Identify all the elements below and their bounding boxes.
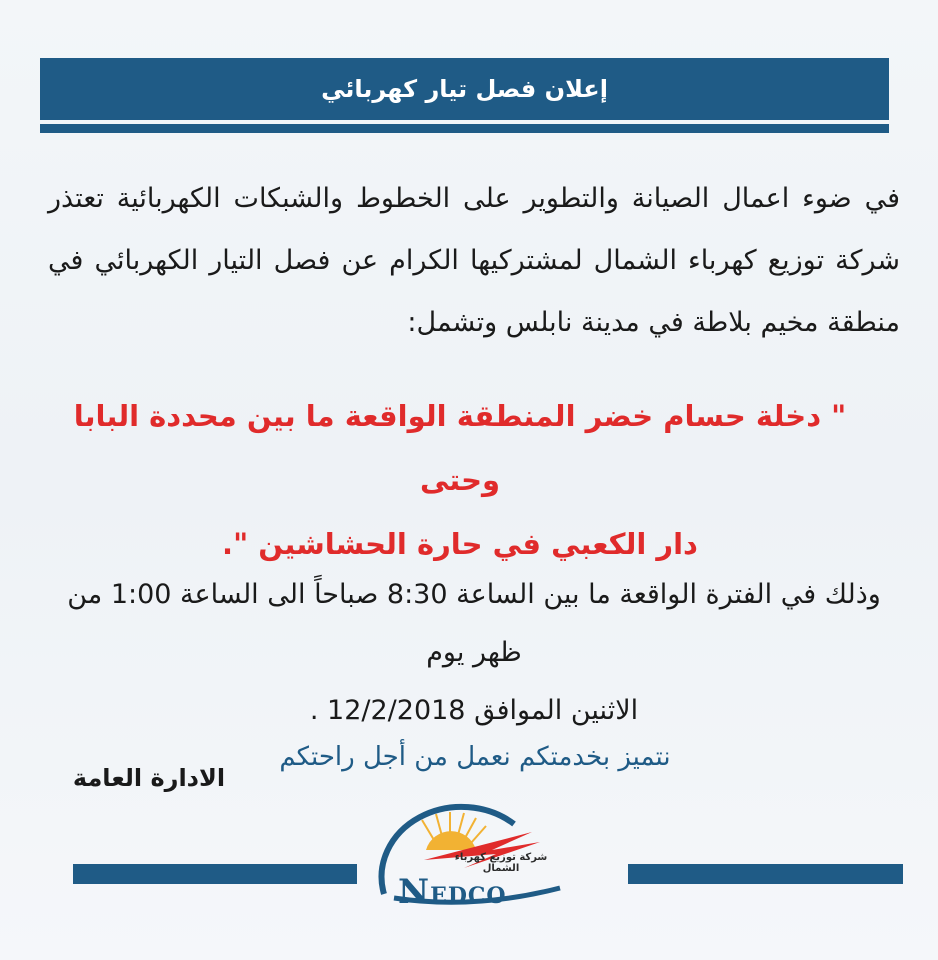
- logo-wordmark: [398, 872, 558, 912]
- affected-area-line-2: دار الكعبي في حارة الحشاشين ".: [222, 527, 698, 561]
- schedule-paragraph: [44, 566, 904, 740]
- header-band: [40, 58, 889, 120]
- page-title: إعلان فصل تيار كهربائي: [321, 75, 608, 103]
- footer-bar-left: [73, 864, 357, 884]
- schedule-line-1: وذلك في الفترة الواقعة ما بين الساعة 8:30 صباحاً الى الساعة 1:00 من ظهر يوم: [67, 579, 881, 668]
- company-slogan: نتميز بخدمتكم نعمل من أجل راحتكم: [279, 742, 671, 772]
- intro-paragraph: في ضوء اعمال الصيانة والتطوير على الخطوط والشبكات الكهربائية تعتذر شركة توزيع كهرباء الشمال لمشتركيها الكرام عن فصل التيار الكهربائي في منطقة مخيم بلاطة في مدينة نابلس وتشمل:: [48, 183, 900, 338]
- logo-wordmark-initial: N: [398, 872, 431, 912]
- schedule-line-2: الاثنين الموافق 12/2/2018 .: [309, 695, 639, 726]
- signature: الادارة العامة: [72, 764, 226, 792]
- logo-wordmark-rest: EDCO: [430, 883, 507, 909]
- affected-area-line-1: " دخلة حسام خضر المنطقة الواقعة ما بين محددة البابا وحتى: [73, 399, 847, 497]
- logo-arabic-text: شركة توزيع كهرباء الشمال: [454, 852, 548, 874]
- footer-bar-right: [628, 864, 903, 884]
- affected-area: [60, 384, 860, 576]
